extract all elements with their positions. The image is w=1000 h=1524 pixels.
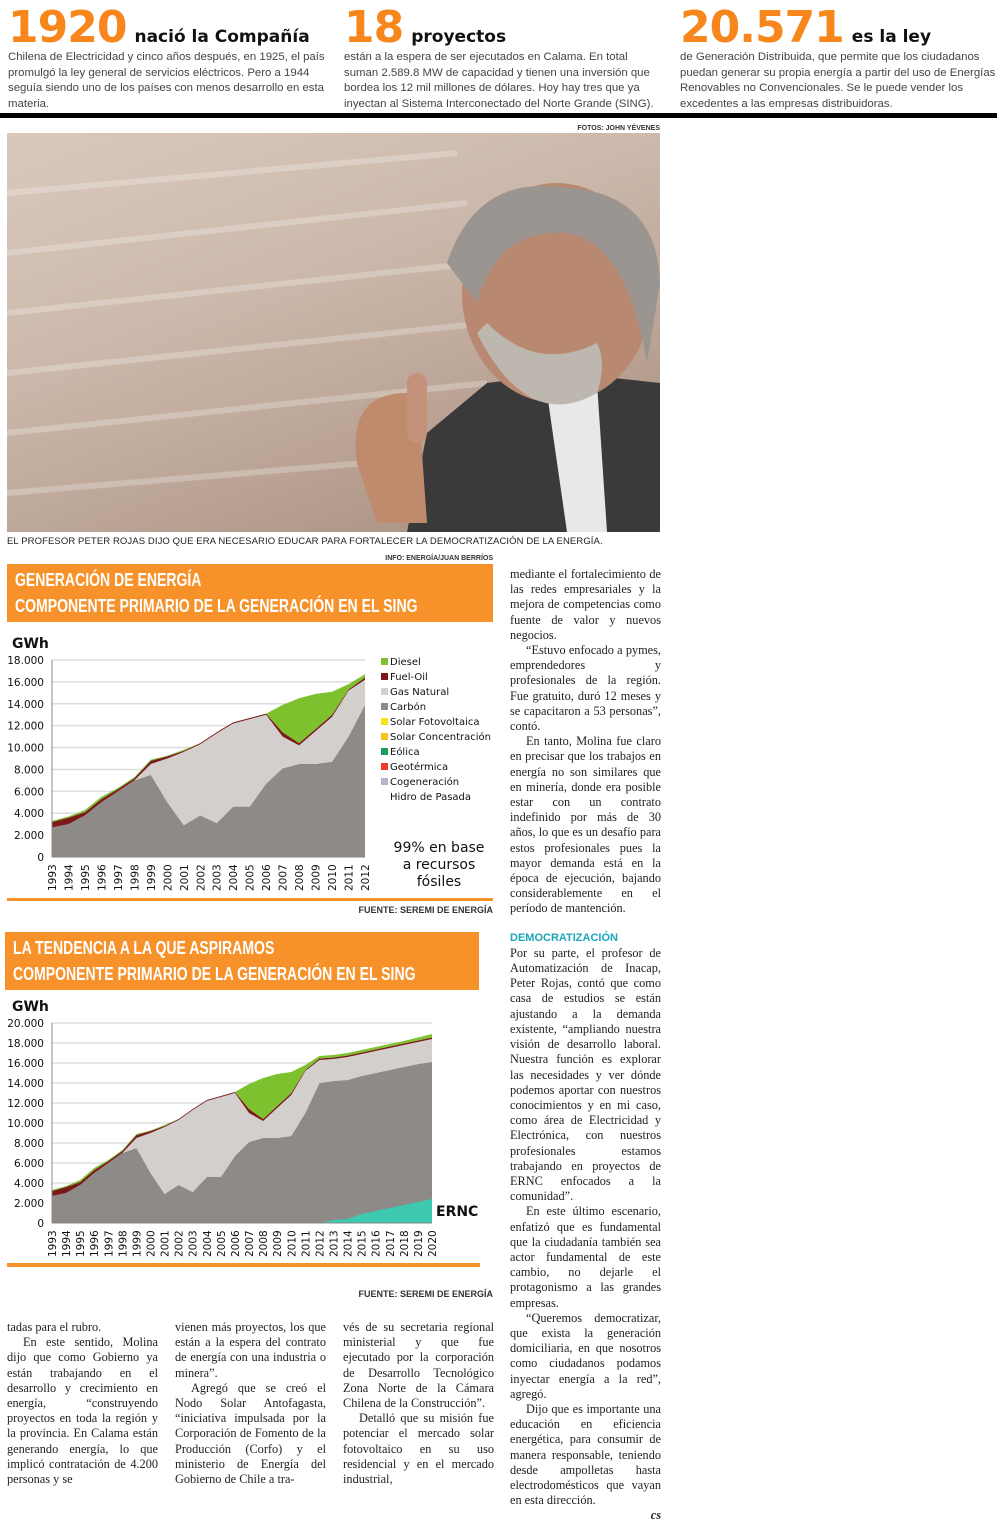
chart1-subtitle: COMPONENTE PRIMARIO DE LA GENERACIÓN EN EL SING xyxy=(15,596,418,616)
x-tick-label: 2001 xyxy=(159,1230,172,1257)
paragraph: Por su parte, el profesor de Automatización de Inacap, Peter Rojas, contó que como casa de estudios se están ajustando a la demanda existente, “ampliando nuestra visión de desarrollo laboral. Nuestra función es explorar las necesidades y ver dónde podemos aportar con nuestros conocimientos y en mi caso, como área de Electricidad y Electrónica, con nuestros profesionales estamos trabajando en proyectos de ERNC enfocados a la comunidad”. xyxy=(510,945,661,1204)
legend-swatch xyxy=(381,748,388,755)
photo-caption: EL PROFESOR PETER ROJAS DIJO QUE ERA NECESARIO EDUCAR PARA FORTALECER LA DEMOCRATIZACIÓN DE LA ENERGÍA. xyxy=(7,536,603,547)
y-tick-label: 10.000 xyxy=(7,1118,44,1130)
fact-number: 1920 xyxy=(8,2,127,53)
x-tick-label: 1995 xyxy=(75,1230,88,1257)
legend-item: Hidro de Pasada xyxy=(390,792,472,803)
legend-swatch xyxy=(381,673,388,680)
legend-item: Solar Fotovoltaica xyxy=(390,717,480,728)
article-bottom-col1 xyxy=(7,1320,158,1487)
legend-swatch xyxy=(381,763,388,770)
chart2-title: LA TENDENCIA A LA QUE ASPIRAMOS xyxy=(13,938,275,958)
x-tick-label: 1994 xyxy=(61,1230,74,1257)
x-tick-label: 1994 xyxy=(63,864,76,891)
x-tick-label: 1998 xyxy=(129,864,142,891)
legend-item: Diesel xyxy=(390,657,421,668)
y-tick-label: 6.000 xyxy=(13,1158,44,1170)
paragraph: En este sentido, Molina dijo que como Gobierno ya están trabajando en el desarrollo y crecimiento en energía, “construyendo proyectos en toda la región y la provincia. En Calama están generando energía, lo que implicó contratación de 4.200 personas y se xyxy=(7,1335,158,1487)
y-tick-label: 14.000 xyxy=(7,1078,44,1090)
fact-18 xyxy=(344,2,662,112)
fact-20571 xyxy=(680,2,998,112)
y-tick-label: 2.000 xyxy=(13,830,44,843)
y-tick-label: 4.000 xyxy=(13,808,44,821)
x-tick-label: 1993 xyxy=(47,864,59,891)
x-tick-label: 2002 xyxy=(195,864,208,891)
paragraph: vés de su secretaria regional ministerial y que fue ejecutado por la corporación de Desarrollo Tecnológico Zona Norte de la Cámara Chilena de la Construcción”. xyxy=(343,1320,494,1411)
chart1-bottom-rule xyxy=(7,898,493,901)
x-tick-label: 2005 xyxy=(244,864,257,891)
y-tick-label: 0 xyxy=(37,1218,44,1230)
fact-headline: proyectos xyxy=(411,27,507,47)
y-tick-label: 2.000 xyxy=(13,1198,44,1210)
x-tick-label: 1997 xyxy=(112,864,125,891)
paragraph: mediante el fortalecimiento de las redes empresariales y la mejora de competencias como fuente de valor y nuevos negocios. xyxy=(510,567,661,642)
annotation-fossil: 99% en base xyxy=(393,840,485,856)
legend-swatch xyxy=(381,688,388,695)
y-tick-label: 16.000 xyxy=(7,676,44,689)
x-tick-label: 2014 xyxy=(342,1230,355,1257)
article-bottom-col3 xyxy=(343,1320,494,1487)
subhead-democratizacion: DEMOCRATIZACIÓN xyxy=(510,931,618,944)
x-tick-label: 2012 xyxy=(360,864,372,891)
x-tick-label: 2009 xyxy=(310,864,323,891)
x-tick-label: 2017 xyxy=(384,1230,397,1257)
chart1-banner xyxy=(7,564,493,622)
end-mark-icon: cs xyxy=(650,1508,661,1523)
chart2 xyxy=(0,993,500,1268)
x-tick-label: 2002 xyxy=(173,1230,186,1257)
annotation-ernc: ERNC xyxy=(436,1204,479,1220)
paragraph: “Queremos democratizar, que exista la generación domiciliaria, en que nosotros como ciudadanos podamos inyectar energía a la red”, agregó. xyxy=(510,1310,661,1401)
x-tick-label: 2004 xyxy=(201,1230,214,1257)
x-tick-label: 1998 xyxy=(117,1230,130,1257)
x-tick-label: 2019 xyxy=(412,1230,425,1257)
x-tick-label: 2006 xyxy=(261,864,274,891)
x-tick-label: 2000 xyxy=(145,1230,158,1257)
x-tick-label: 2008 xyxy=(294,864,307,891)
x-tick-label: 2003 xyxy=(187,1230,200,1257)
x-tick-label: 2018 xyxy=(398,1230,411,1257)
fact-headline: nació la Compañía xyxy=(134,27,310,47)
x-tick-label: 1999 xyxy=(131,1230,144,1257)
y-tick-label: 20.000 xyxy=(7,1018,44,1030)
y-tick-label: 4.000 xyxy=(13,1178,44,1190)
paragraph: tadas para el rubro. xyxy=(7,1320,102,1334)
x-tick-label: 2011 xyxy=(300,1230,313,1257)
legend-item: Carbón xyxy=(390,702,427,713)
y-tick-label: 14.000 xyxy=(7,698,44,711)
x-tick-label: 2004 xyxy=(228,864,241,891)
legend-item: Gas Natural xyxy=(390,687,450,698)
article-bottom-col2 xyxy=(175,1320,326,1487)
article-right-column xyxy=(510,567,661,1524)
x-tick-label: 2007 xyxy=(277,864,290,891)
legend-swatch xyxy=(381,658,388,665)
x-tick-label: 2012 xyxy=(314,1230,327,1257)
x-tick-label: 2006 xyxy=(229,1230,242,1257)
paragraph: Agregó que se creó el Nodo Solar Antofagasta, “iniciativa impulsada por la Corporación de Fomento de la Producción (Corfo) y el ministerio de Energía del Gobierno de Chile a tra- xyxy=(175,1380,326,1487)
chart1-source: FUENTE: SEREMI DE ENERGÍA xyxy=(358,905,493,915)
chart2-source: FUENTE: SEREMI DE ENERGÍA xyxy=(358,1289,493,1299)
legend-swatch xyxy=(381,778,388,785)
x-tick-label: 2009 xyxy=(272,1230,285,1257)
legend-swatch xyxy=(381,733,388,740)
y-tick-label: 12.000 xyxy=(7,720,44,733)
fact-body: Chilena de Electricidad y cinco años después, en 1925, el país promulgó la ley general de servicios eléctricos. Pero a 1944 seguía siendo uno de los países con menos desarrollo en esta materia. xyxy=(8,51,325,110)
x-tick-label: 2020 xyxy=(427,1230,439,1257)
chart2-banner xyxy=(5,932,479,990)
photo-credit: FOTOS: JOHN YÉVENES xyxy=(577,125,660,132)
x-tick-label: 2010 xyxy=(286,1230,299,1257)
fact-body: están a la espera de ser ejecutados en Calama. En total suman 2.589.8 MW de capacidad y tienen una inversión que bordea los 12 mil millones de dólares. Hoy hay tres que ya inyectan al Sistema Interconectado del Norte Grande (SING). xyxy=(344,51,654,110)
x-tick-label: 2016 xyxy=(370,1230,383,1257)
y-tick-label: 6.000 xyxy=(13,786,44,799)
fact-body: de Generación Distribuida, que permite que los ciudadanos puedan generar su propia energía a partir del uso de Energías Renovables no Convencionales. Se le puede vender los excedentes a las empresas distribuidoras. xyxy=(680,51,996,110)
paragraph: En este último escenario, enfatizó que es fundamental que la ciudadanía también sea actor fundamental de este cambio, no dejarle el protagonismo a las grandes empresas. xyxy=(510,1204,661,1310)
legend-item: Solar Concentración xyxy=(390,732,491,743)
y-tick-label: 18.000 xyxy=(7,1038,44,1050)
y-tick-label: 0 xyxy=(37,852,44,864)
x-tick-label: 2010 xyxy=(327,864,340,891)
x-tick-label: 1995 xyxy=(79,864,92,891)
chart2-subtitle: COMPONENTE PRIMARIO DE LA GENERACIÓN EN EL SING xyxy=(13,964,416,984)
paragraph: Dijo que es importante una educación en eficiencia energética, para consumir de manera responsable, teniendo desde ampolletas hasta electrodomésticos que vayan en esta dirección. xyxy=(510,1401,661,1508)
paragraph: “Estuvo enfocado a pymes, emprendedores y profesionales de la región. Fue gratuito, duró 12 meses y se capacitaron a 53 personas”, contó. xyxy=(510,643,661,734)
x-tick-label: 1999 xyxy=(145,864,158,891)
annotation-fossil: a recursos xyxy=(402,857,476,873)
y-axis-label: GWh xyxy=(12,636,49,652)
chart2-bottom-rule xyxy=(7,1263,480,1267)
legend-item: Eólica xyxy=(390,747,420,758)
paragraph: Detalló que su misión fue potenciar el mercado solar fotovoltaico en su uso residencial y en el mercado industrial, xyxy=(343,1411,494,1487)
x-tick-label: 2005 xyxy=(215,1230,228,1257)
photo-illustration xyxy=(7,133,660,532)
annotation-fossil: fósiles xyxy=(416,874,462,890)
x-tick-label: 2003 xyxy=(211,864,224,891)
chart-info-credit: INFO: ENERGÍA/JUAN BERRÍOS xyxy=(385,555,493,562)
x-tick-label: 2007 xyxy=(244,1230,257,1257)
y-tick-label: 8.000 xyxy=(13,1138,44,1150)
x-tick-label: 2015 xyxy=(356,1230,369,1257)
legend-swatch xyxy=(381,703,388,710)
chart1-title: GENERACIÓN DE ENERGÍA xyxy=(15,570,202,590)
x-tick-label: 2008 xyxy=(258,1230,271,1257)
fact-number: 18 xyxy=(344,2,404,53)
divider-rule xyxy=(0,113,997,118)
x-tick-label: 2000 xyxy=(162,864,175,891)
legend-item: Geotérmica xyxy=(390,762,449,773)
fact-number: 20.571 xyxy=(680,2,844,53)
chart1 xyxy=(0,625,500,900)
photo-peter-rojas xyxy=(7,133,660,532)
x-tick-label: 1993 xyxy=(47,1230,59,1257)
y-tick-label: 10.000 xyxy=(7,742,44,755)
y-axis-label: GWh xyxy=(12,999,49,1015)
fact-headline: es la ley xyxy=(851,27,932,47)
x-tick-label: 2001 xyxy=(178,864,191,891)
legend-item: Cogeneración xyxy=(390,777,460,788)
legend-item: Fuel-Oil xyxy=(390,672,428,683)
paragraph: En tanto, Molina fue claro en precisar que los trabajos en energía no son similares que en minería, donde era posible estar con un contrato indefinido por más de 30 años, lo que es un desafío para estos profesionales pues la mayor demanda está en la época de ejecución, bajando considerablemente en el período de mantención. xyxy=(510,734,661,916)
x-tick-label: 1996 xyxy=(96,864,109,891)
y-tick-label: 18.000 xyxy=(7,655,44,667)
y-tick-label: 16.000 xyxy=(7,1058,44,1070)
y-tick-label: 12.000 xyxy=(7,1098,44,1110)
y-tick-label: 8.000 xyxy=(13,764,44,777)
x-tick-label: 2013 xyxy=(328,1230,341,1257)
x-tick-label: 1997 xyxy=(103,1230,116,1257)
paragraph: vienen más proyectos, los que están a la espera del contrato de energía con una industria o minera”. xyxy=(175,1320,326,1380)
fact-1920 xyxy=(8,2,328,112)
x-tick-label: 2011 xyxy=(343,864,356,891)
x-tick-label: 1996 xyxy=(89,1230,102,1257)
legend-swatch xyxy=(381,718,388,725)
